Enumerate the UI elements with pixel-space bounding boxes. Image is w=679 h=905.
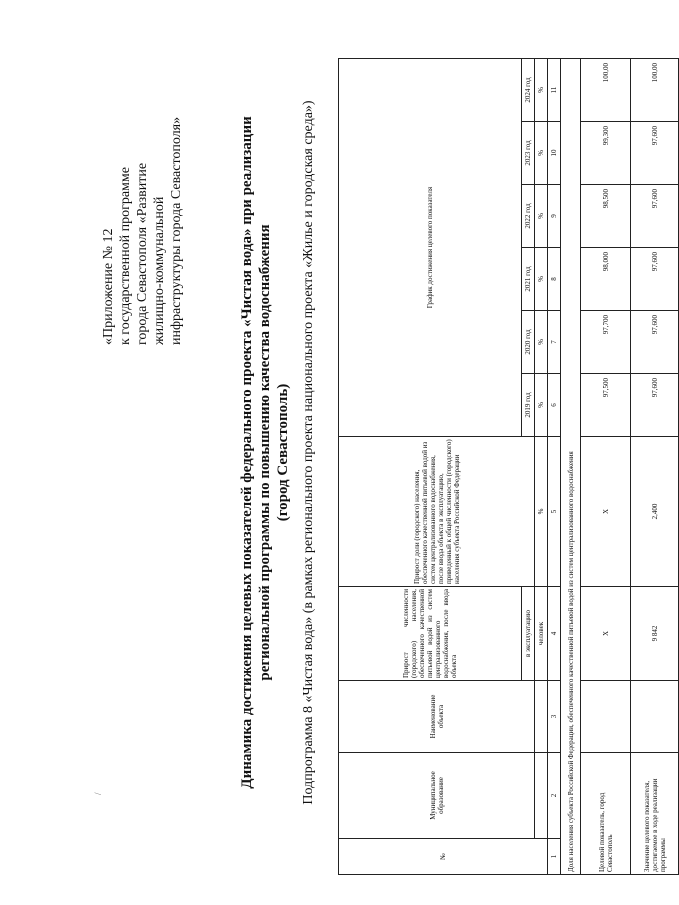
unit-year: %	[535, 248, 548, 311]
row-value: 97,600	[631, 311, 679, 374]
appendix-line: «Приложение № 12	[101, 228, 116, 345]
title-line: региональной программы по повышению качества водоснабжения	[257, 224, 273, 681]
header-object: Наименование объекта	[339, 681, 535, 753]
row-share: X	[581, 437, 631, 587]
header-num: №	[339, 839, 548, 875]
row-value: 97,600	[631, 374, 679, 437]
year-header: 2022 год	[522, 185, 535, 248]
section-title: Доля населения субъекта Российской Федерации, обеспеченного качественной питьевой водой из систем централизованного водоснабжения	[561, 58, 581, 874]
title-line: (город Севастополь)	[275, 383, 291, 522]
row-value: 97,700	[581, 311, 631, 374]
units-empty	[535, 753, 548, 839]
header-increase-pop: Прирост численности (городского) населения, обеспеченного качественной питьевой водой из систем централизованного водоснабжения, после ввода объекта	[339, 587, 522, 681]
row-value: 97,600	[631, 185, 679, 248]
document-subtitle: Подпрограмма 8 «Чистая вода» (в рамках регионального проекта национального проекта «Жилье и городская среда»)	[301, 100, 316, 805]
row-pop: 9 842	[631, 587, 679, 681]
unit-year: %	[535, 122, 548, 185]
row-label: Значение целевого показателя, достигаемое в ходе реализации программы	[631, 753, 679, 875]
year-header: 2021 год	[522, 248, 535, 311]
col-number: 2	[548, 753, 561, 839]
appendix-line: к государственной программе	[118, 167, 133, 345]
row-value: 97,500	[581, 374, 631, 437]
appendix-block	[100, 15, 185, 345]
row-value: 99,300	[581, 122, 631, 185]
header-in-operation: в эксплуатацию	[522, 587, 535, 681]
unit-people: человек	[535, 587, 548, 681]
col-number: 5	[548, 437, 561, 587]
section-row	[561, 58, 581, 874]
header-row	[339, 58, 522, 874]
col-number: 11	[548, 58, 561, 121]
row-value: 100,00	[581, 58, 631, 121]
header-schedule: График достижения целевого показателя	[339, 58, 522, 436]
col-number: 9	[548, 185, 561, 248]
row-label: Целевой показатель, город Севастополь	[581, 753, 631, 875]
unit-year: %	[535, 185, 548, 248]
column-numbers-row	[548, 58, 561, 874]
col-number: 3	[548, 681, 561, 753]
col-number: 8	[548, 248, 561, 311]
year-header: 2019 год	[522, 374, 535, 437]
table-row	[631, 58, 679, 874]
appendix-line: города Севастополя «Развитие	[135, 162, 150, 345]
stray-mark: /	[93, 792, 103, 795]
row-empty	[581, 681, 631, 753]
col-number: 4	[548, 587, 561, 681]
col-number: 6	[548, 374, 561, 437]
unit-year: %	[535, 311, 548, 374]
col-number: 1	[548, 839, 561, 875]
appendix-line: инфраструктуры города Севастополя»	[169, 116, 184, 345]
row-value: 100,00	[631, 58, 679, 121]
unit-percent: %	[535, 437, 548, 587]
header-municipality: Муниципальное образование	[339, 753, 535, 839]
indicators-table	[338, 58, 679, 875]
appendix-line: жилищно-коммунальной	[152, 196, 167, 345]
col-number: 10	[548, 122, 561, 185]
title-line: Динамика достижения целевых показателей федерального проекта «Чистая вода» при реализации	[239, 116, 255, 789]
header-increase-share: Прирост доли (городского) населения, обеспеченного качественной питьевой водой из систем централизованного водоснабжения, после ввода объекта в эксплуатацию, приведенный к общей численности (городского) населения субъекта Российской Федерации	[339, 437, 535, 587]
table-row	[581, 58, 631, 874]
units-empty	[535, 681, 548, 753]
row-share: 2,400	[631, 437, 679, 587]
year-header: 2020 год	[522, 311, 535, 374]
unit-year: %	[535, 374, 548, 437]
year-header: 2024 год	[522, 58, 535, 121]
unit-year: %	[535, 58, 548, 121]
row-pop: X	[581, 587, 631, 681]
units-row	[535, 58, 548, 874]
document-title	[238, 0, 292, 905]
row-value: 97,600	[631, 248, 679, 311]
row-value: 97,600	[631, 122, 679, 185]
row-value: 98,500	[581, 185, 631, 248]
row-value: 98,000	[581, 248, 631, 311]
year-header: 2023 год	[522, 122, 535, 185]
col-number: 7	[548, 311, 561, 374]
row-empty	[631, 681, 679, 753]
